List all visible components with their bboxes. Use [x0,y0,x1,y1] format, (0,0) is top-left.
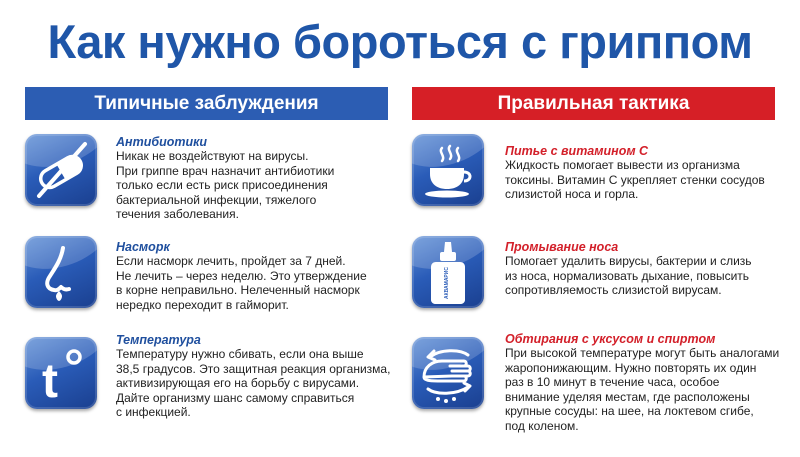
nose-icon [25,236,97,308]
item-title-antibiotics: Антибиотики [116,135,208,149]
item-title-runny-nose: Насморк [116,240,170,254]
item-text-temperature: Температуру нужно сбивать, если она выше 38,5 градусов. Это защитная реакция организма, активизирующая его на борьбу с вирусами. Дайте организму шанс самому справиться с инфекцией. [116,347,391,420]
svg-text:t: t [42,355,58,408]
item-text-nose-rinsing: Помогает удалить вирусы, бактерии и слизь из носа, нормализовать дыхание, повысить сопротивляемость слизистой вирусам. [505,254,752,298]
item-title-vitamin-c: Питье с витамином С [505,144,649,158]
temperature-icon [25,337,97,409]
left-column-header: Типичные заблуждения [25,87,388,120]
item-text-rubbing: При высокой температуре могут быть аналогами жаропонижающим. Нужно повторять их один раз в 10 минут в течение часа, особое внимание уделяя местам, где расположены крупные сосуды: на шее, на локтевом сгибе, под коленом. [505,346,780,433]
nasal-spray-icon [412,236,484,308]
right-column-header: Правильная тактика [412,87,775,120]
item-title-nose-rinsing: Промывание носа [505,240,619,254]
bottle-label: АКВАМАРИС [444,267,450,299]
item-title-rubbing: Обтирания с уксусом и спиртом [505,332,716,346]
page-title: Как нужно бороться с гриппом [47,15,753,68]
item-text-antibiotics: Никак не воздействуют на вирусы. При гриппе врач назначит антибиотики только если есть риск присоединения бактериальной инфекции, тяжелого течения заболевания. [116,149,335,222]
item-text-vitamin-c: Жидкость помогает вывести из организма токсины. Витамин С укрепляет стенки сосудов слизистой носа и горла. [505,158,765,202]
item-title-temperature: Температура [116,333,201,347]
hand-washing-icon [412,337,484,409]
hot-cup-icon [412,134,484,206]
crossed-pill-icon [25,134,97,206]
item-text-runny-nose: Если насморк лечить, пройдет за 7 дней. Не лечить – через неделю. Это утверждение в корне неправильно. Нелеченный насморк нередко переходит в гайморит. [116,254,367,312]
